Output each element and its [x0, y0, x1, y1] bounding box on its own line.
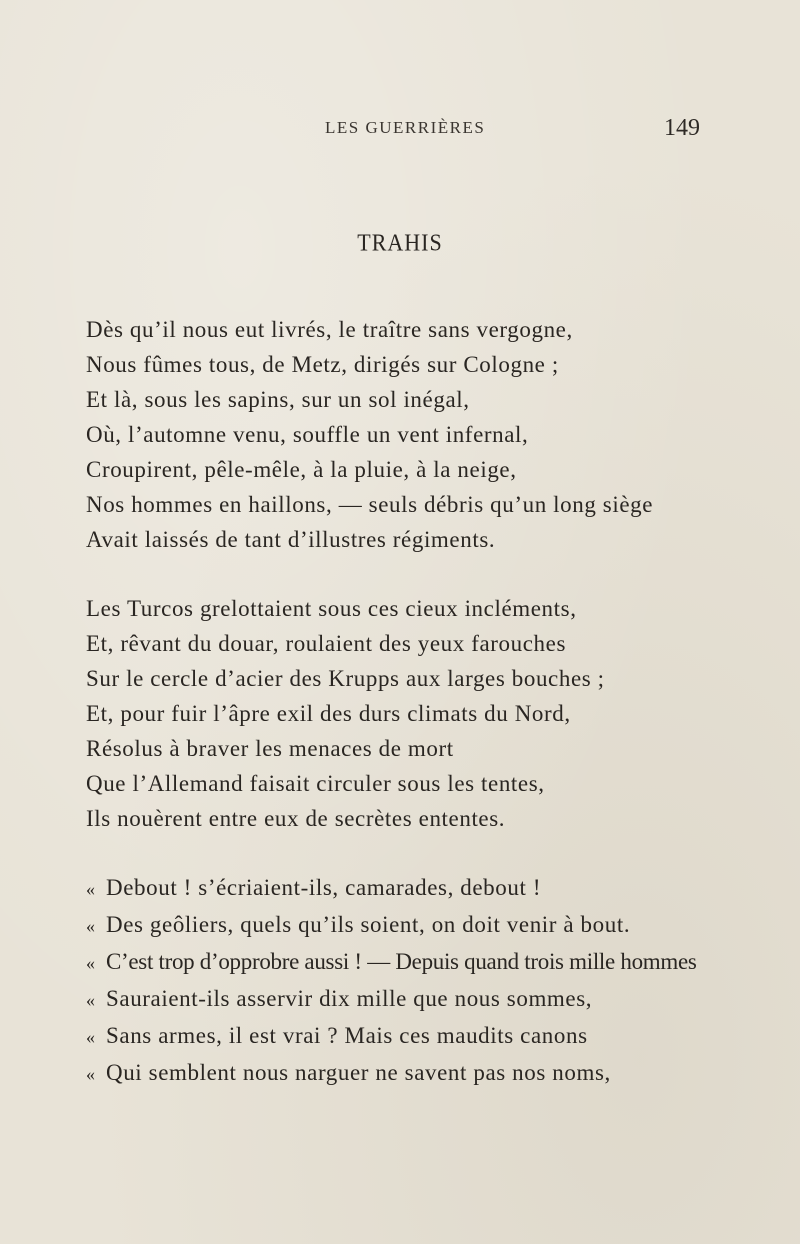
stanza-1: [86, 312, 786, 557]
quote-mark: «: [86, 916, 96, 936]
poem-title: TRAHIS: [357, 228, 443, 256]
stanza-3: [86, 870, 786, 1092]
verse-line: [86, 1055, 786, 1092]
stanza-2: [86, 591, 786, 836]
verse-text: Sans armes, il est vrai ? Mais ces maudits canons: [106, 1023, 588, 1048]
quote-mark: «: [86, 990, 96, 1010]
quote-mark: «: [86, 1064, 96, 1084]
verse-line: Résolus à braver les menaces de mort: [86, 736, 454, 761]
verse-line: Avait laissés de tant d’illustres régiments.: [86, 527, 496, 552]
running-title: LES GUERRIÈRES: [325, 118, 486, 137]
verse-line: Nos hommes en haillons, — seuls débris qu’un long siège: [86, 492, 654, 517]
verse-line: [86, 1018, 786, 1055]
verse-text: Qui semblent nous narguer ne savent pas nos noms,: [106, 1060, 611, 1085]
verse-text: C’est trop d’opprobre aussi ! — Depuis quand trois mille hommes: [106, 949, 697, 974]
verse-line: Et, rêvant du douar, roulaient des yeux farouches: [86, 631, 567, 656]
verse-line: [86, 907, 786, 944]
verse-line: [86, 944, 786, 981]
verse-line: Les Turcos grelottaient sous ces cieux incléments,: [86, 596, 577, 621]
verse-line: Et là, sous les sapins, sur un sol inégal,: [86, 387, 470, 412]
verse-text: Des geôliers, quels qu’ils soient, on doit venir à bout.: [106, 912, 631, 937]
verse-line: Ils nouèrent entre eux de secrètes ententes.: [86, 806, 506, 831]
verse-line: [86, 981, 786, 1018]
verse-line: Sur le cercle d’acier des Krupps aux larges bouches ;: [86, 666, 605, 691]
page-number: 149: [664, 115, 700, 141]
verse-line: Dès qu’il nous eut livrés, le traître sans vergogne,: [86, 317, 573, 342]
quote-mark: «: [86, 1027, 96, 1047]
verse-text: Sauraient-ils asservir dix mille que nous sommes,: [106, 986, 593, 1011]
verse-line: Que l’Allemand faisait circuler sous les tentes,: [86, 771, 545, 796]
verse-line: Et, pour fuir l’âpre exil des durs climats du Nord,: [86, 701, 571, 726]
verse-line: Nous fûmes tous, de Metz, dirigés sur Cologne ;: [86, 352, 559, 377]
quote-mark: «: [86, 879, 96, 899]
quote-mark: «: [86, 953, 95, 973]
verse-line: Croupirent, pêle-mêle, à la pluie, à la neige,: [86, 457, 517, 482]
verse-text: Debout ! s’écriaient-ils, camarades, debout !: [106, 875, 542, 900]
verse-line: Où, l’automne venu, souffle un vent infernal,: [86, 422, 529, 447]
verse-line: [86, 870, 786, 907]
